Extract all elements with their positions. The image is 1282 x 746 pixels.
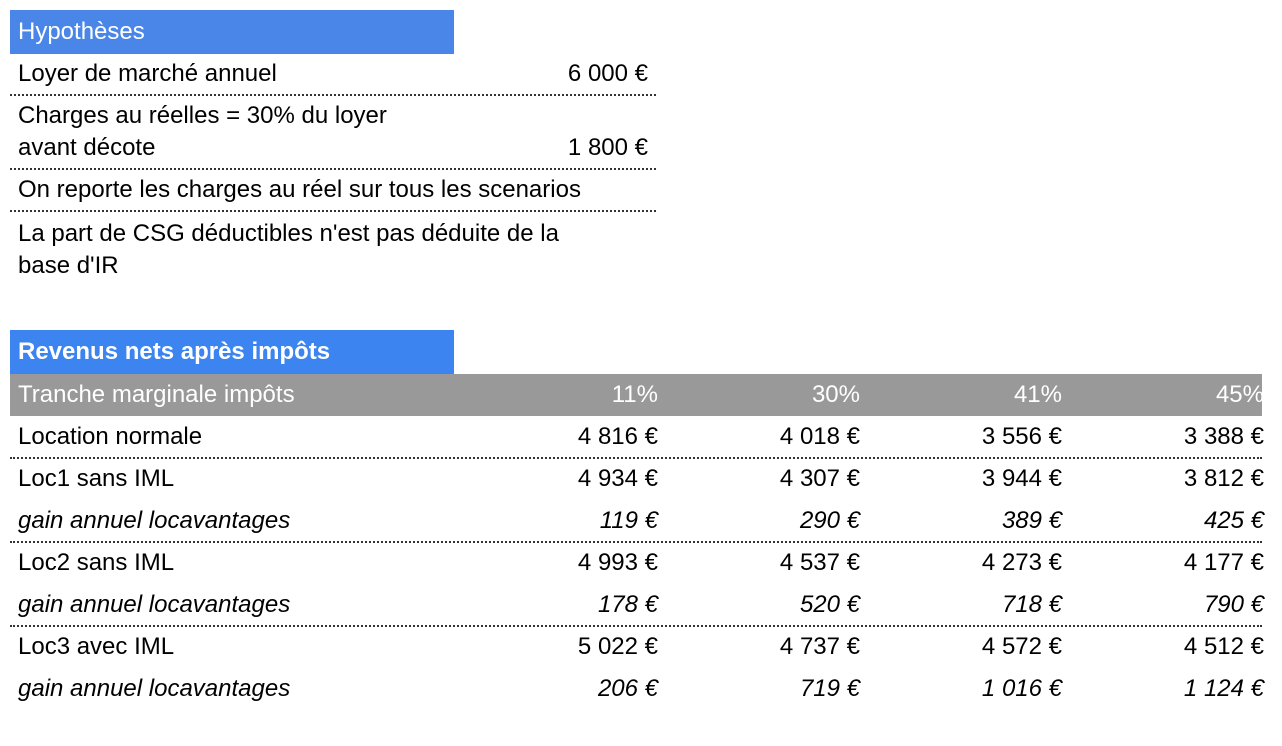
hyp-label-report: On reporte les charges au réel sur tous les scenarios [18,176,581,203]
row-value: 4 934 € [577,465,658,492]
row-value: 3 812 € [1183,465,1264,492]
row-value: 290 € [799,507,860,534]
row-value: 1 124 € [1183,675,1264,702]
table-row [10,542,1262,584]
row-label: Loc1 sans IML [18,465,175,492]
tranche-label: Tranche marginale impôts [18,381,295,408]
row-label: Loc2 sans IML [18,549,175,576]
row-label: Loc3 avec IML [18,633,175,660]
row-value: 3 556 € [981,423,1062,450]
hyp-label-loyer: Loyer de marché annuel [18,60,277,87]
hyp-value-charges: 1 800 € [567,134,648,161]
row-value: 425 € [1203,507,1264,534]
row-label: gain annuel locavantages [18,675,291,702]
hyp-row-csg [10,212,656,286]
hyp-row-report [10,170,656,212]
row-value: 790 € [1203,591,1264,618]
hyp-value-loyer: 6 000 € [567,60,648,87]
hyp-row-loyer [10,54,656,96]
tranche-header-row [10,374,1262,416]
row-value: 719 € [799,675,860,702]
hyp-label-charges-l1: Charges au réelles = 30% du loyer [18,102,387,129]
row-value: 4 993 € [577,549,658,576]
row-value: 4 307 € [779,465,860,492]
row-value: 119 € [599,507,658,534]
row-value: 3 388 € [1183,423,1264,450]
row-value: 718 € [1001,591,1062,618]
row-value: 520 € [799,591,860,618]
row-value: 4 177 € [1183,549,1264,576]
table-row [10,668,1262,710]
row-value: 1 016 € [981,675,1062,702]
row-value: 4 737 € [779,633,860,660]
row-value: 4 816 € [577,423,658,450]
row-label: gain annuel locavantages [18,591,291,618]
row-value: 389 € [1001,507,1062,534]
row-label: Location normale [18,423,203,450]
revenus-header [10,330,454,374]
hypotheses-title: Hypothèses [18,18,145,45]
row-value: 178 € [597,591,658,618]
tranche-col-1: 11% [611,381,658,408]
row-value: 206 € [597,675,658,702]
table-row [10,626,1262,668]
row-value: 4 572 € [981,633,1062,660]
table-row [10,416,1262,458]
table-row [10,500,1262,542]
row-value: 4 512 € [1183,633,1264,660]
tranche-col-2: 30% [811,381,860,408]
table-row [10,458,1262,500]
row-value: 4 537 € [779,549,860,576]
hyp-label-csg-l1: La part de CSG déductibles n'est pas déduite de la [18,220,559,247]
row-value: 4 018 € [779,423,860,450]
tranche-col-4: 45% [1215,381,1264,408]
hyp-label-charges-l2: avant décote [18,134,156,161]
hypotheses-header [10,10,454,54]
hyp-row-charges [10,96,656,170]
row-label: gain annuel locavantages [18,507,291,534]
row-value: 4 273 € [981,549,1062,576]
tranche-col-3: 41% [1013,381,1062,408]
hyp-label-csg-l2: base d'IR [18,252,119,279]
row-value: 5 022 € [577,633,658,660]
row-value: 3 944 € [981,465,1062,492]
revenus-title: Revenus nets après impôts [18,338,331,365]
table-row [10,584,1262,626]
